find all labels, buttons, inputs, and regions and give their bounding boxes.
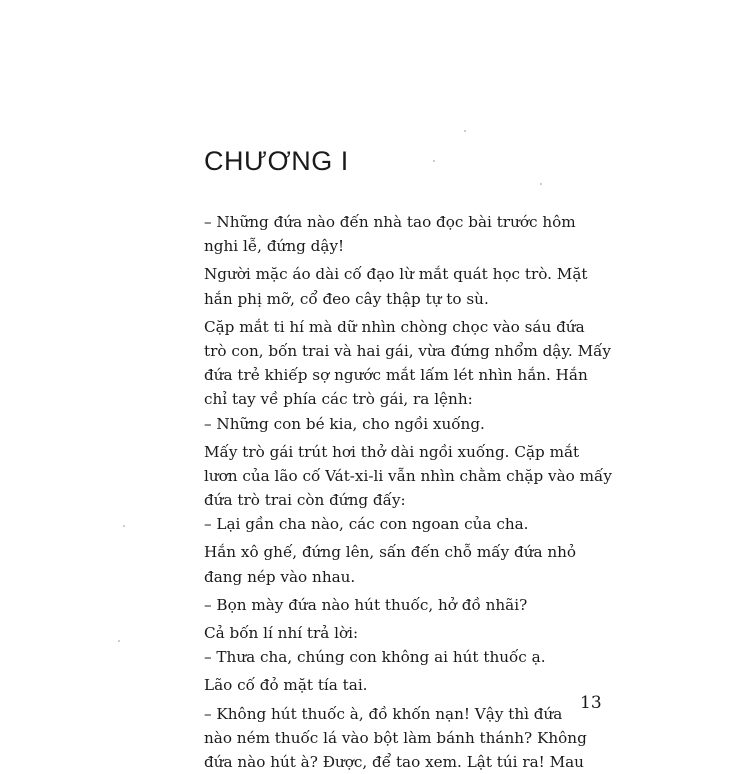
- chapter-title: CHƯƠNG I: [204, 146, 349, 176]
- text-line: nào ném thuốc lá vào bột làm bánh thánh? Không: [204, 728, 587, 747]
- paper-speck: [540, 183, 542, 185]
- text-line: đứa trẻ khiếp sợ ngước mắt lấm lét nhìn hắn. Hắn: [204, 366, 588, 385]
- text-line: Lão cố đỏ mặt tía tai.: [204, 676, 368, 695]
- text-line: đứa trò trai còn đứng đấy:: [204, 491, 406, 510]
- text-line: – Những đứa nào đến nhà tao đọc bài trước hôm: [204, 213, 576, 231]
- paper-speck: [433, 160, 435, 162]
- text-line: – Lại gần cha nào, các con ngoan của cha.: [204, 515, 529, 534]
- text-line: – Những con bé kia, cho ngồi xuống.: [204, 414, 485, 433]
- text-line: Hắn xô ghế, đứng lên, sấn đến chỗ mấy đứa nhỏ: [204, 543, 577, 562]
- text-line: đang nép vào nhau.: [204, 567, 356, 586]
- text-line: – Không hút thuốc à, đồ khốn nạn! Vậy thì đứa: [204, 704, 563, 723]
- text-line: – Thưa cha, chúng con không ai hút thuốc ạ.: [204, 648, 546, 667]
- text-line: – Bọn mày đứa nào hút thuốc, hở đồ nhãi?: [204, 595, 528, 614]
- text-line: hắn phị mỡ, cổ đeo cây thập tự to sù.: [204, 289, 489, 308]
- text-line: Mấy trò gái trút hơi thở dài ngồi xuống. Cặp mắt: [204, 442, 580, 461]
- paper-speck: [123, 525, 125, 527]
- paper-speck: [118, 640, 120, 642]
- paper-speck: [464, 130, 466, 132]
- page-number: 13: [580, 693, 602, 713]
- text-line: lươn của lão cố Vát-xi-li vẫn nhìn chằm chặp vào mấy: [204, 466, 612, 485]
- text-line: Người mặc áo dài cố đạo lừ mắt quát học trò. Mặt: [204, 265, 588, 284]
- text-line: đứa nào hút à? Được, để tao xem. Lật túi ra! Mau: [204, 752, 584, 771]
- text-line: trò con, bốn trai và hai gái, vừa đứng nhổm dậy. Mấy: [204, 341, 612, 360]
- text-line: nghi lễ, đứng dậy!: [204, 237, 345, 256]
- text-line: Cả bốn lí nhí trả lời:: [204, 624, 359, 642]
- chapter-body: [204, 210, 612, 774]
- text-line: Cặp mắt ti hí mà dữ nhìn chòng chọc vào sáu đứa: [204, 317, 585, 336]
- text-line: chỉ tay về phía các trò gái, ra lệnh:: [204, 390, 473, 409]
